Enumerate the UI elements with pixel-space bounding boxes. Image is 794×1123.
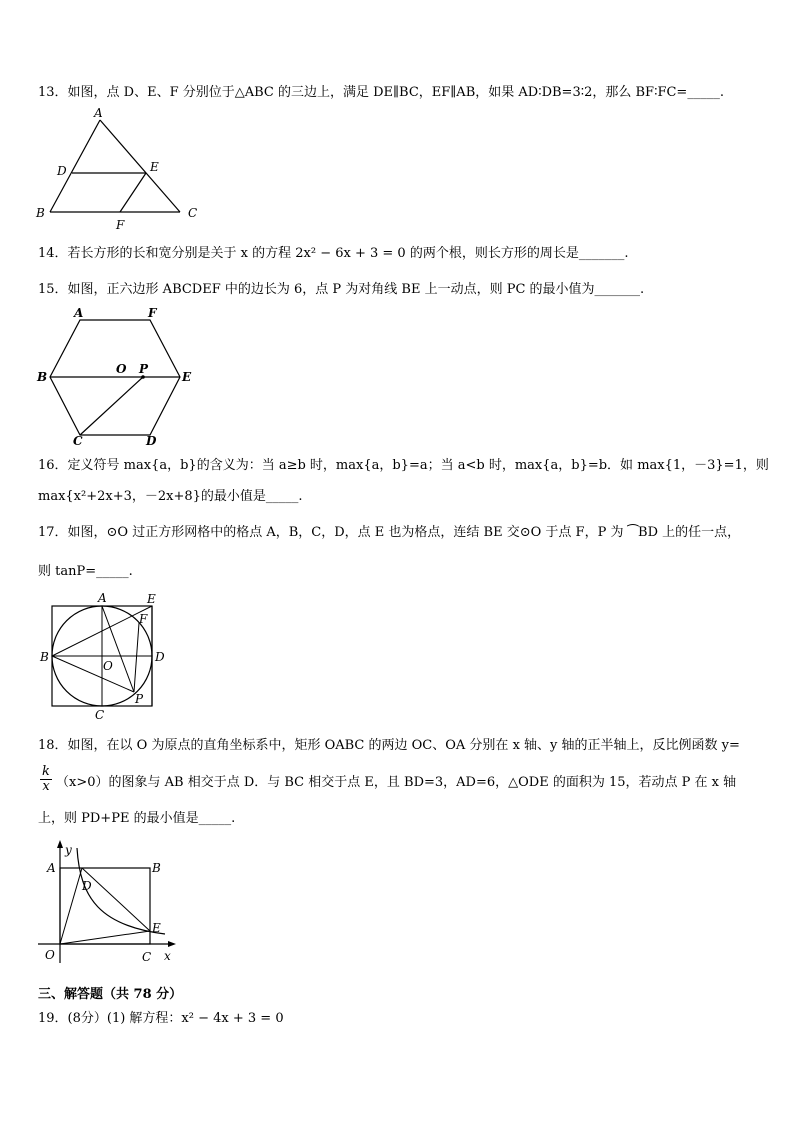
label-a: A <box>98 591 107 605</box>
question-16-line1: 16．定义符号 max{a，b}的含义为：当 a≥b 时，max{a，b}=a；当 a<b 时，max{a，b}=b．如 max{1，－3}=1，则 <box>38 458 769 473</box>
label-d: D <box>57 164 67 178</box>
question-18-line1: 18．如图，在以 O 为原点的直角坐标系中，矩形 OABC 的两边 OC、OA 分别在 x 轴、y 轴的正半轴上，反比例函数 y= <box>38 738 740 753</box>
label-f: F <box>139 612 148 626</box>
segment-ap <box>102 606 134 692</box>
section-heading: 三、解答题（共 78 分） <box>38 987 183 1002</box>
segment-bp <box>52 656 134 692</box>
label-x: x <box>164 949 171 963</box>
label-f: F <box>116 218 125 230</box>
segment-fp <box>134 623 139 692</box>
question-18-line2: （x>0）的图象与 AB 相交于点 D．与 BC 相交于点 E，且 BD=3，AD=6，△ODE 的面积为 15，若动点 P 在 x 轴 <box>56 775 737 790</box>
label-o: O <box>103 659 113 673</box>
label-c: C <box>142 950 152 964</box>
question-17-line1: 17．如图，⊙O 过正方形网格中的格点 A，B，C，D，点 E 也为格点，连结 BE 交⊙O 于点 F，P 为 ⁀BD 上的任一点， <box>38 525 741 540</box>
label-a: A <box>94 106 103 120</box>
label-b: B <box>40 650 49 664</box>
label-d: D <box>146 434 157 448</box>
label-o: O <box>116 362 127 376</box>
question-14: 14．若长方形的长和宽分别是关于 x 的方程 2x² − 6x + 3 = 0 的两个根，则长方形的周长是_______. <box>38 246 629 261</box>
coordinate-figure <box>30 838 190 970</box>
segment-oe <box>60 931 150 944</box>
label-p: P <box>139 362 149 376</box>
fraction-k-over-x <box>40 765 52 794</box>
question-13: 13．如图，点 D、E、F 分别位于△ABC 的三边上，满足 DE∥BC，EF∥AB，如果 AD∶DB=3∶2，那么 BF∶FC=_____. <box>38 85 724 100</box>
label-e: E <box>152 921 161 935</box>
label-o: O <box>45 948 55 962</box>
label-c: C <box>73 434 83 448</box>
label-d: D <box>155 650 165 664</box>
label-e: E <box>150 160 159 174</box>
label-a: A <box>47 861 56 875</box>
circle-grid-figure <box>36 590 176 725</box>
question-15: 15．如图，正六边形 ABCDEF 中的边长为 6，点 P 为对角线 BE 上一动点，则 PC 的最小值为_______. <box>38 282 645 297</box>
question-17-line2: 则 tanP=_____. <box>38 564 133 579</box>
fraction-denominator: x <box>40 779 52 794</box>
hexagon-figure <box>30 305 210 450</box>
label-e: E <box>147 592 156 606</box>
segment-od <box>60 868 82 944</box>
question-18-line3: 上，则 PD+PE 的最小值是_____. <box>38 811 236 826</box>
label-f: F <box>148 306 157 320</box>
segment-ef <box>120 173 146 212</box>
label-b: B <box>152 861 161 875</box>
label-c: C <box>188 206 198 220</box>
question-16-line2: max{x²+2x+3，－2x+8}的最小值是_____. <box>38 489 303 504</box>
label-b: B <box>37 370 48 384</box>
label-p: P <box>135 692 144 706</box>
label-e: E <box>182 370 192 384</box>
side-ac <box>100 120 180 212</box>
label-c: C <box>95 708 105 722</box>
triangle-figure <box>30 105 210 230</box>
label-b: B <box>36 206 45 220</box>
label-a: A <box>74 306 84 320</box>
label-d: D <box>82 879 92 893</box>
fraction-numerator: k <box>42 764 50 779</box>
label-y: y <box>65 843 72 857</box>
question-19: 19．(8分）(1) 解方程：x² − 4x + 3 = 0 <box>38 1011 284 1026</box>
segment-pc <box>80 377 143 435</box>
